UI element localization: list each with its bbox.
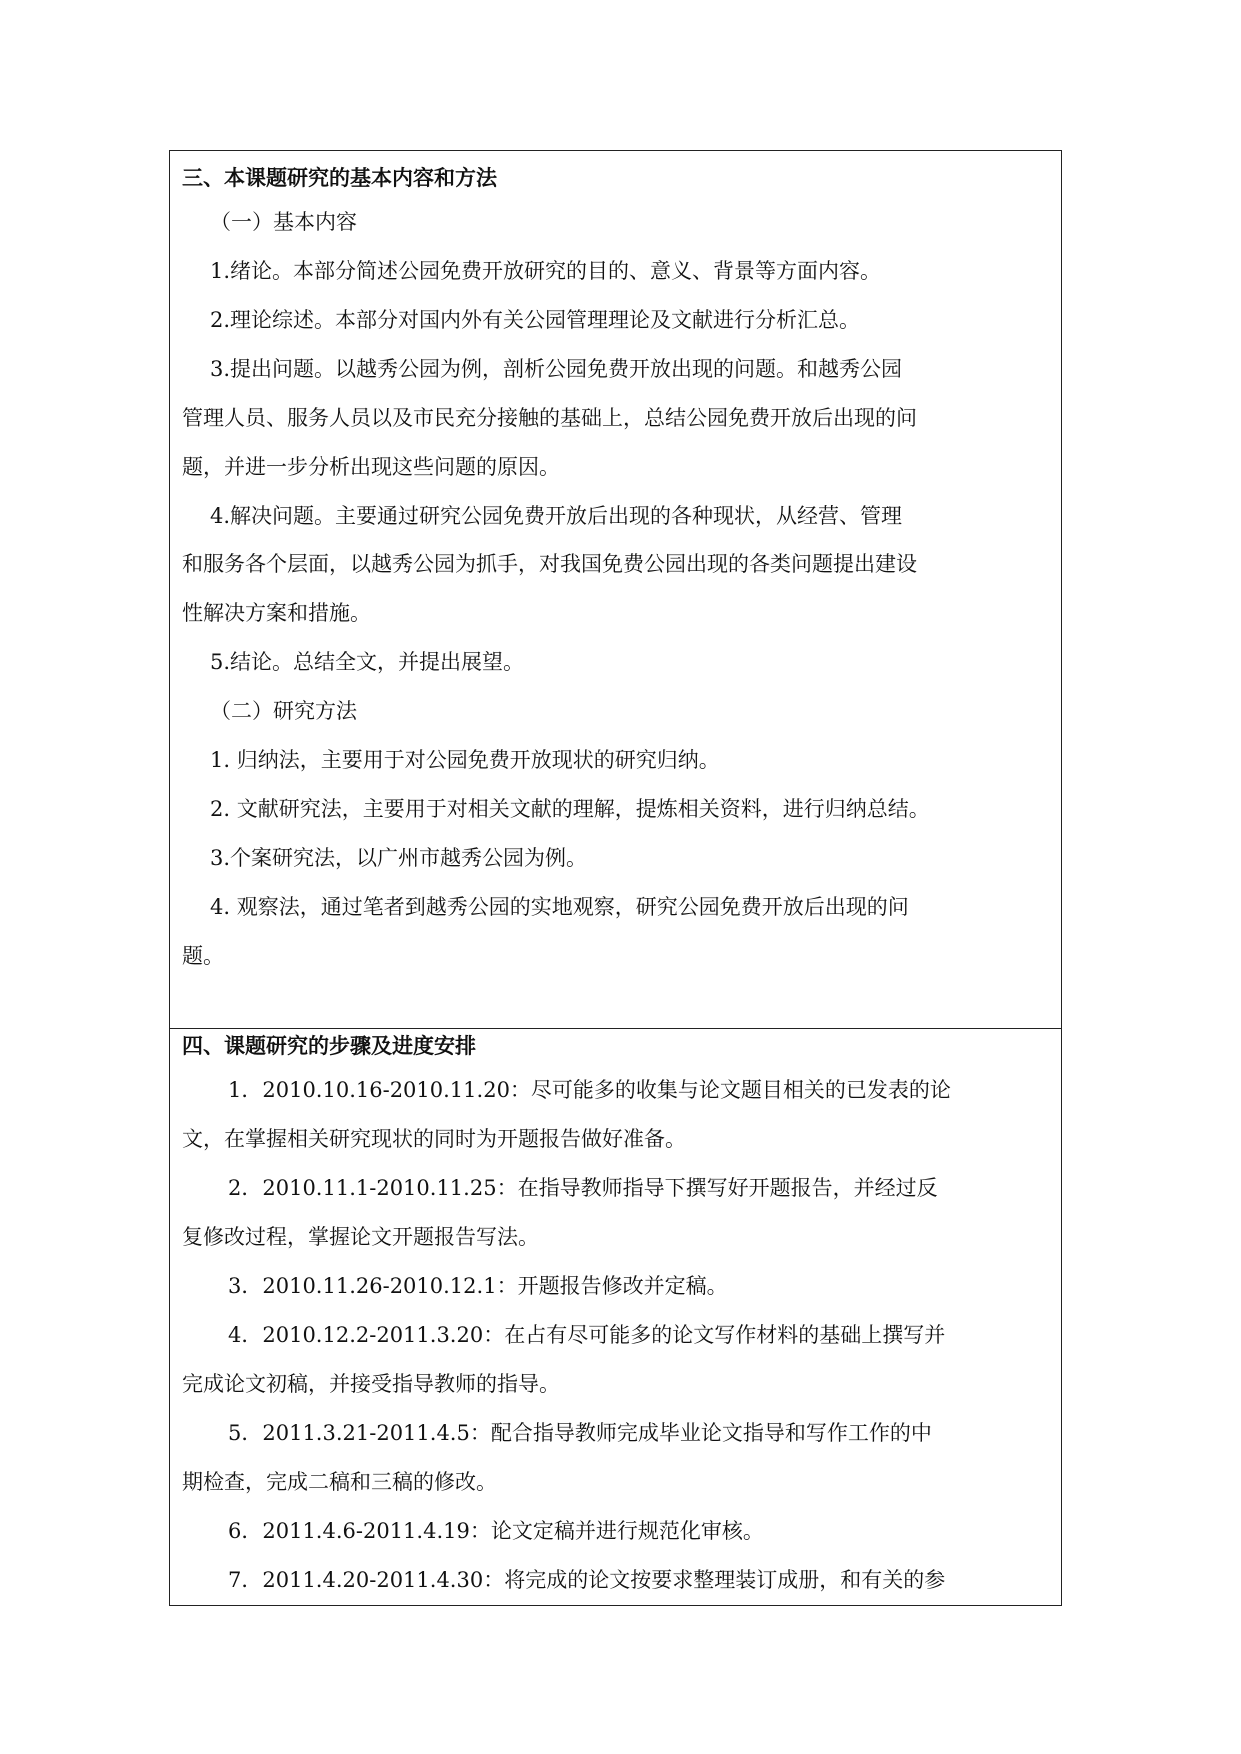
content-line: 5.结论。总结全文，并提出展望。 bbox=[210, 650, 525, 674]
schedule-line: 6．2011.4.6-2011.4.19：论文定稿并进行规范化审核。 bbox=[228, 1519, 764, 1543]
content-line: 1.绪论。本部分简述公园免费开放研究的目的、意义、背景等方面内容。 bbox=[210, 259, 882, 283]
subheading-research-methods: （二）研究方法 bbox=[210, 699, 357, 723]
section-4-title: 四、课题研究的步骤及进度安排 bbox=[182, 1033, 476, 1058]
content-line: 管理人员、服务人员以及市民充分接触的基础上，总结公园免费开放后出现的问 bbox=[182, 406, 917, 430]
content-line: 性解决方案和措施。 bbox=[182, 601, 371, 625]
schedule-line: 1．2010.10.16-2010.11.20：尽可能多的收集与论文题目相关的已发表的论 bbox=[228, 1078, 951, 1102]
proposal-table bbox=[169, 150, 1062, 1606]
content-line: 4.解决问题。主要通过研究公园免费开放后出现的各种现状，从经营、管理 bbox=[210, 504, 903, 528]
method-line: 1. 归纳法，主要用于对公园免费开放现状的研究归纳。 bbox=[210, 748, 720, 772]
method-line: 4. 观察法，通过笔者到越秀公园的实地观察，研究公园免费开放后出现的问 bbox=[210, 895, 909, 919]
method-line: 2. 文献研究法，主要用于对相关文献的理解，提炼相关资料，进行归纳总结。 bbox=[210, 797, 930, 821]
schedule-line: 4．2010.12.2-2011.3.20：在占有尽可能多的论文写作材料的基础上撰写并 bbox=[228, 1323, 946, 1347]
section-research-content bbox=[170, 151, 1061, 1029]
content-line: 2.理论综述。本部分对国内外有关公园管理理论及文献进行分析汇总。 bbox=[210, 308, 861, 332]
section-3-title: 三、本课题研究的基本内容和方法 bbox=[182, 165, 497, 190]
content-line: 题，并进一步分析出现这些问题的原因。 bbox=[182, 455, 560, 479]
schedule-line: 期检查，完成二稿和三稿的修改。 bbox=[182, 1470, 497, 1494]
schedule-line: 2．2010.11.1-2010.11.25：在指导教师指导下撰写好开题报告，并经过反 bbox=[228, 1176, 938, 1200]
content-line: 3.提出问题。以越秀公园为例，剖析公园免费开放出现的问题。和越秀公园 bbox=[210, 357, 903, 381]
schedule-line: 5．2011.3.21-2011.4.5：配合指导教师完成毕业论文指导和写作工作的中 bbox=[228, 1421, 932, 1445]
schedule-line: 文，在掌握相关研究现状的同时为开题报告做好准备。 bbox=[182, 1127, 686, 1151]
schedule-line: 完成论文初稿，并接受指导教师的指导。 bbox=[182, 1372, 560, 1396]
subheading-basic-content: （一）基本内容 bbox=[210, 210, 357, 234]
schedule-line: 7．2011.4.20-2011.4.30：将完成的论文按要求整理装订成册，和有关的参 bbox=[228, 1568, 946, 1592]
method-line: 3.个案研究法，以广州市越秀公园为例。 bbox=[210, 846, 588, 870]
schedule-line: 复修改过程，掌握论文开题报告写法。 bbox=[182, 1225, 539, 1249]
section-schedule bbox=[170, 1029, 1061, 1605]
content-line: 和服务各个层面，以越秀公园为抓手，对我国免费公园出现的各类问题提出建设 bbox=[182, 552, 917, 576]
schedule-line: 3．2010.11.26-2010.12.1：开题报告修改并定稿。 bbox=[228, 1274, 728, 1298]
method-line: 题。 bbox=[182, 944, 224, 968]
